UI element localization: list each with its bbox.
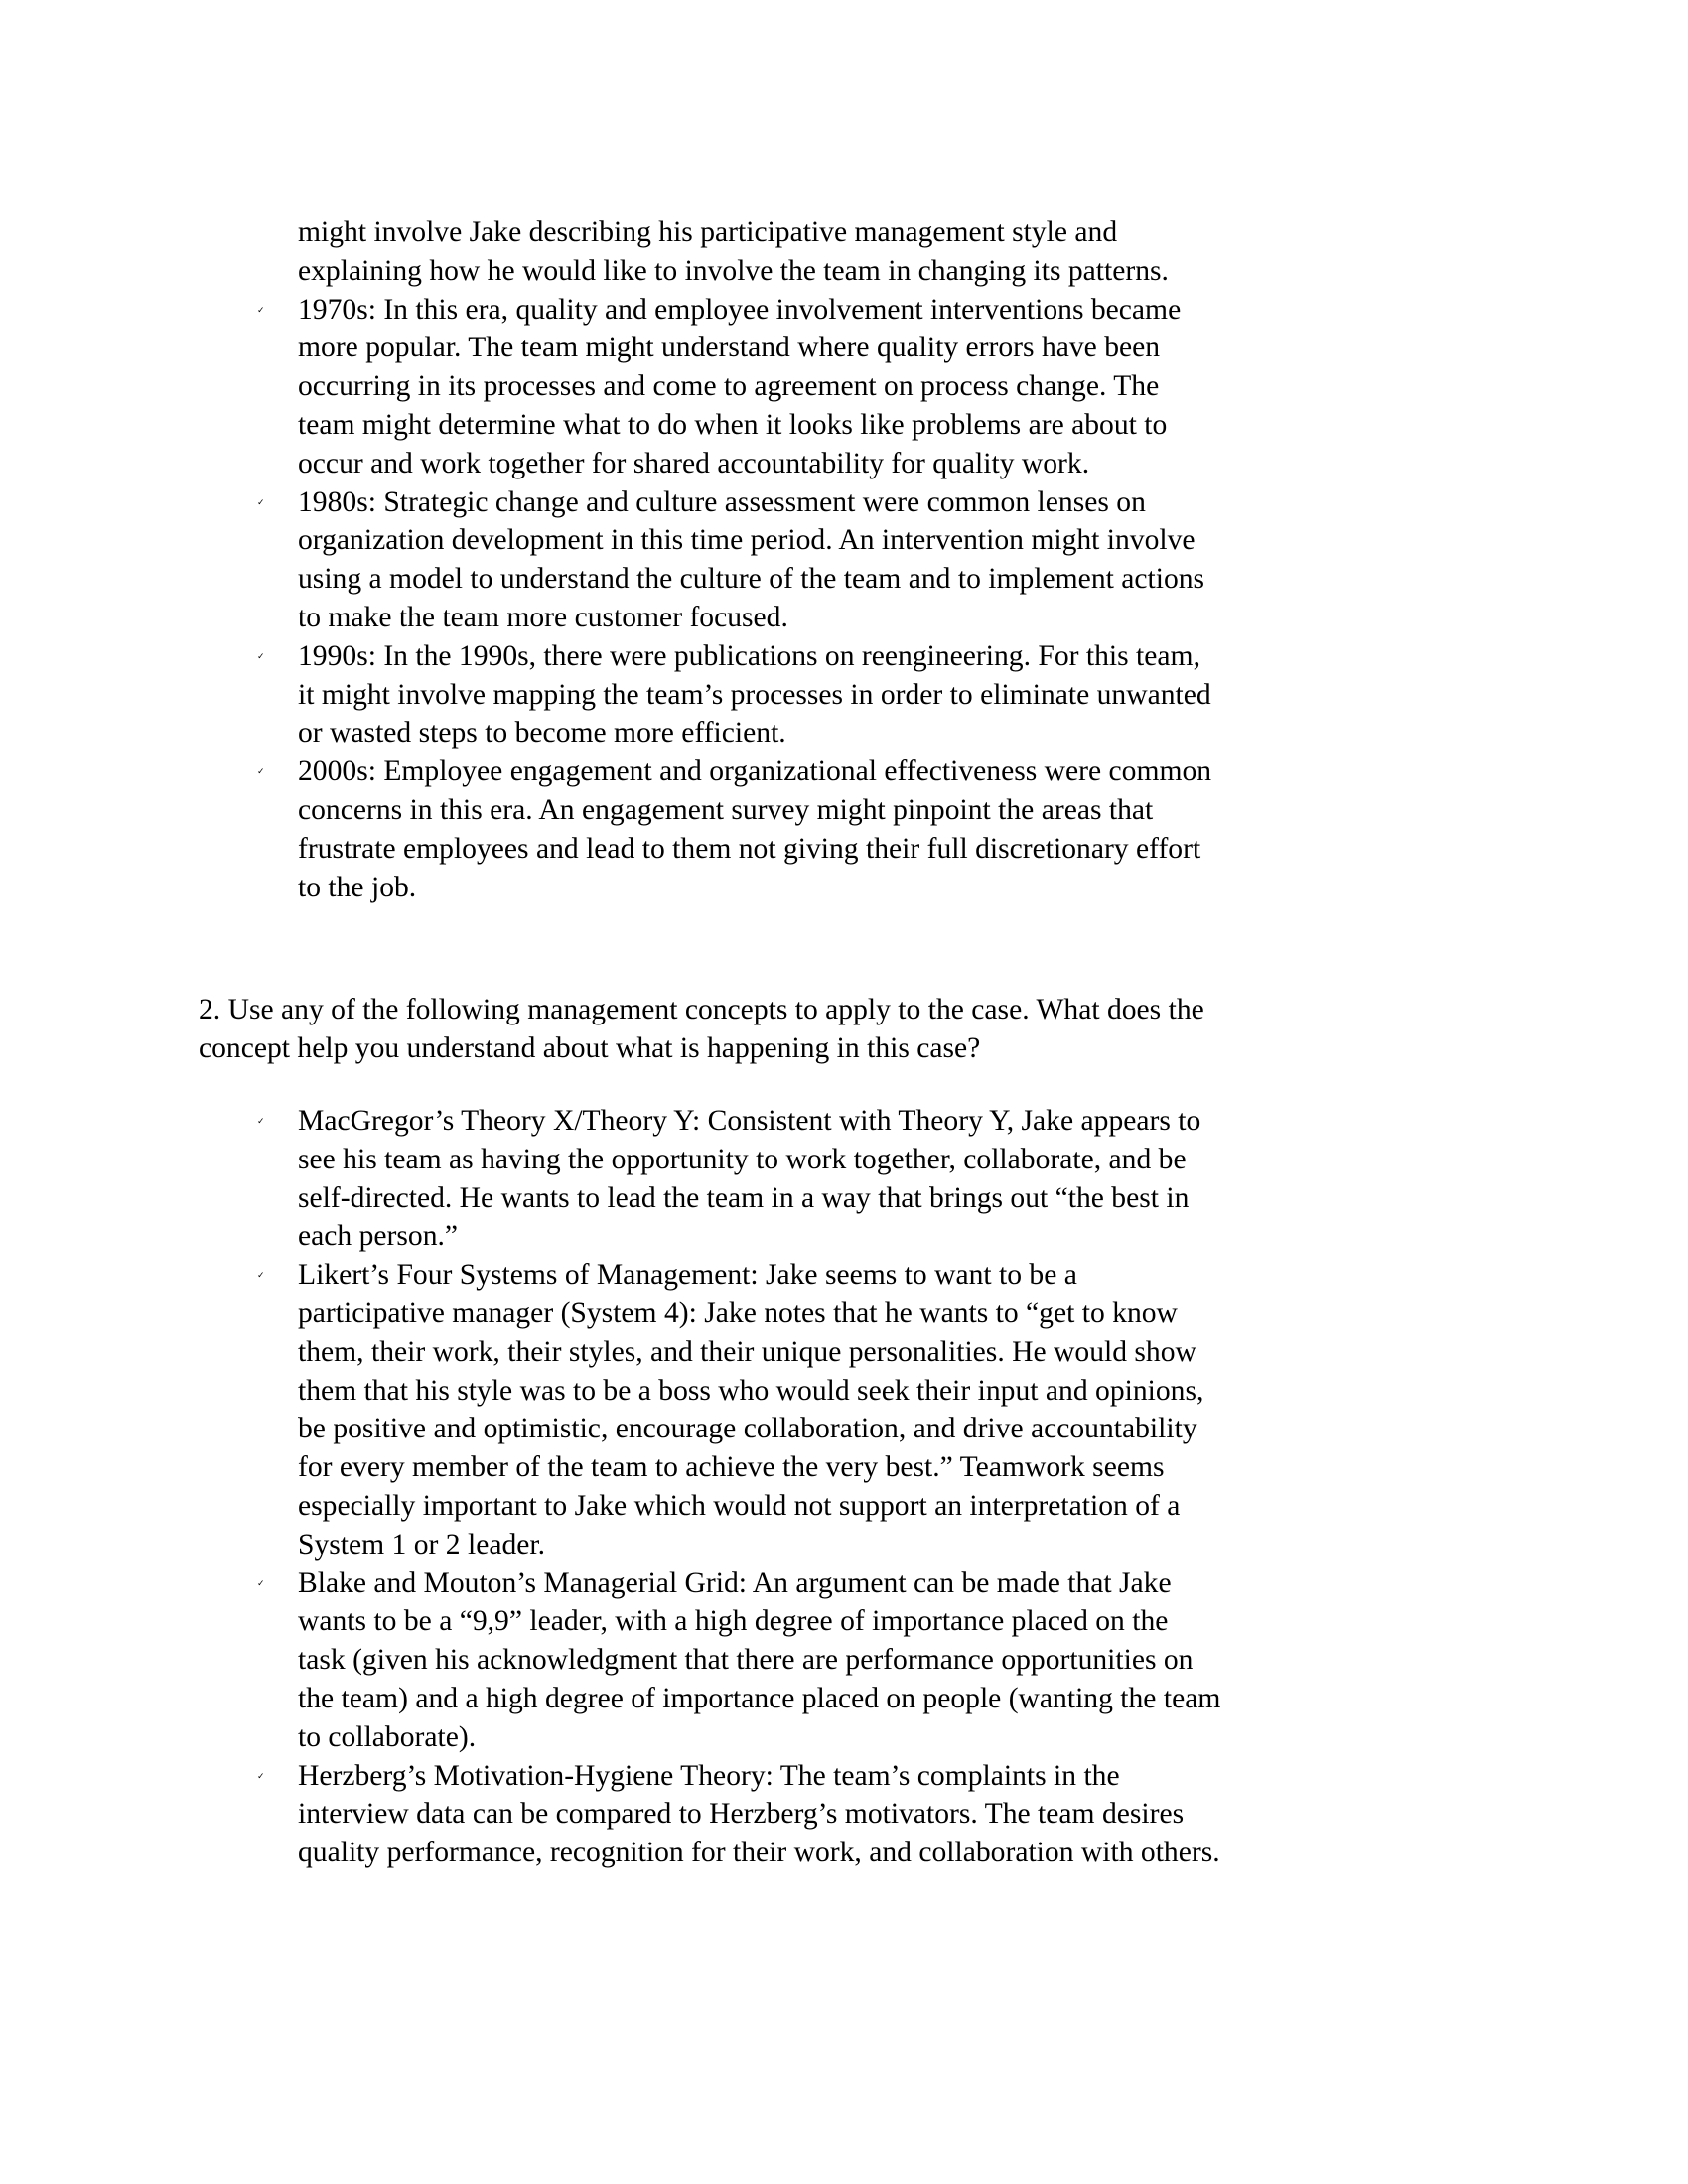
list-item-line: 1970s: In this era, quality and employee involvement interventions became [298,293,1182,326]
list-item-line: them that his style was to be a boss who would seek their input and opinions, [298,1374,1204,1407]
check-bullet-icon: ✓ [257,1117,265,1127]
list-item-line: 2000s: Employee engagement and organizational effectiveness were common [298,755,1212,788]
check-bullet-icon: ✓ [257,1271,265,1282]
check-bullet-icon: ✓ [257,767,265,778]
list-item-line: the team) and a high degree of importance placed on people (wanting the team [298,1683,1221,1714]
list-item-line: organization development in this time period. An intervention might involve [298,524,1196,557]
list-item-line: each person.” [298,1220,459,1253]
check-bullet-icon: ✓ [257,1771,265,1782]
paragraph-line: explaining how he would like to involve the team in changing its patterns. [298,254,1169,287]
question-line: 2. Use any of the following management concepts to apply to the case. What does the [199,994,1204,1025]
list-item-line: MacGregor’s Theory X/Theory Y: Consistent with Theory Y, Jake appears to [298,1105,1201,1137]
list-item-line: team might determine what to do when it looks like problems are about to [298,409,1168,441]
list-item-line: using a model to understand the culture of the team and to implement actions [298,563,1205,596]
list-item-line: or wasted steps to become more efficient. [298,717,786,750]
list-item-line: frustrate employees and lead to them not giving their full discretionary effort [298,832,1201,865]
list-item-line: especially important to Jake which would not support an interpretation of a [298,1490,1181,1522]
list-item-line: Blake and Mouton’s Managerial Grid: An argument can be made that Jake [298,1567,1172,1599]
check-bullet-icon: ✓ [257,305,265,316]
list-item-line: them, their work, their styles, and their unique personalities. He would show [298,1335,1196,1368]
list-item-line: Likert’s Four Systems of Management: Jake seems to want to be a [298,1259,1077,1292]
list-item-line: participative manager (System 4): Jake notes that he wants to “get to know [298,1297,1178,1329]
list-item-line: quality performance, recognition for their work, and collaboration with others. [298,1837,1220,1869]
check-bullet-icon: ✓ [257,1578,265,1589]
list-item-line: System 1 or 2 leader. [298,1528,546,1561]
check-bullet-icon: ✓ [257,497,265,508]
list-item-line: see his team as having the opportunity to work together, collaborate, and be [298,1143,1187,1175]
list-item-line: task (given his acknowledgment that there are performance opportunities on [298,1644,1194,1677]
list-item-line: 1980s: Strategic change and culture assessment were common lenses on [298,485,1146,518]
list-item-line: wants to be a “9,9” leader, with a high degree of importance placed on the [298,1605,1169,1638]
list-item-line: self-directed. He wants to lead the team in a way that brings out “the best in [298,1181,1190,1214]
list-item-line: to make the team more customer focused. [298,602,788,633]
list-item-line: for every member of the team to achieve the very best.” Teamwork seems [298,1451,1165,1484]
list-item-line: more popular. The team might understand where quality errors have been [298,332,1161,364]
list-item-line: concerns in this era. An engagement survey might pinpoint the areas that [298,794,1154,826]
list-item-line: occurring in its processes and come to agreement on process change. The [298,370,1160,403]
list-item-line: it might involve mapping the team’s processes in order to eliminate unwanted [298,678,1211,711]
check-bullet-icon: ✓ [257,651,265,662]
list-item-line: to collaborate). [298,1720,477,1753]
list-item-line: 1990s: In the 1990s, there were publications on reengineering. For this team, [298,639,1200,672]
question-line: concept help you understand about what is happening in this case? [199,1032,981,1064]
paragraph-line: might involve Jake describing his participative management style and [298,216,1118,248]
list-item-line: to the job. [298,871,417,903]
list-item-line: occur and work together for shared accountability for quality work. [298,447,1090,479]
list-item-line: be positive and optimistic, encourage collaboration, and drive accountability [298,1413,1197,1445]
list-item-line: Herzberg’s Motivation-Hygiene Theory: The team’s complaints in the [298,1759,1120,1792]
list-item-line: interview data can be compared to Herzberg’s motivators. The team desires [298,1798,1185,1831]
